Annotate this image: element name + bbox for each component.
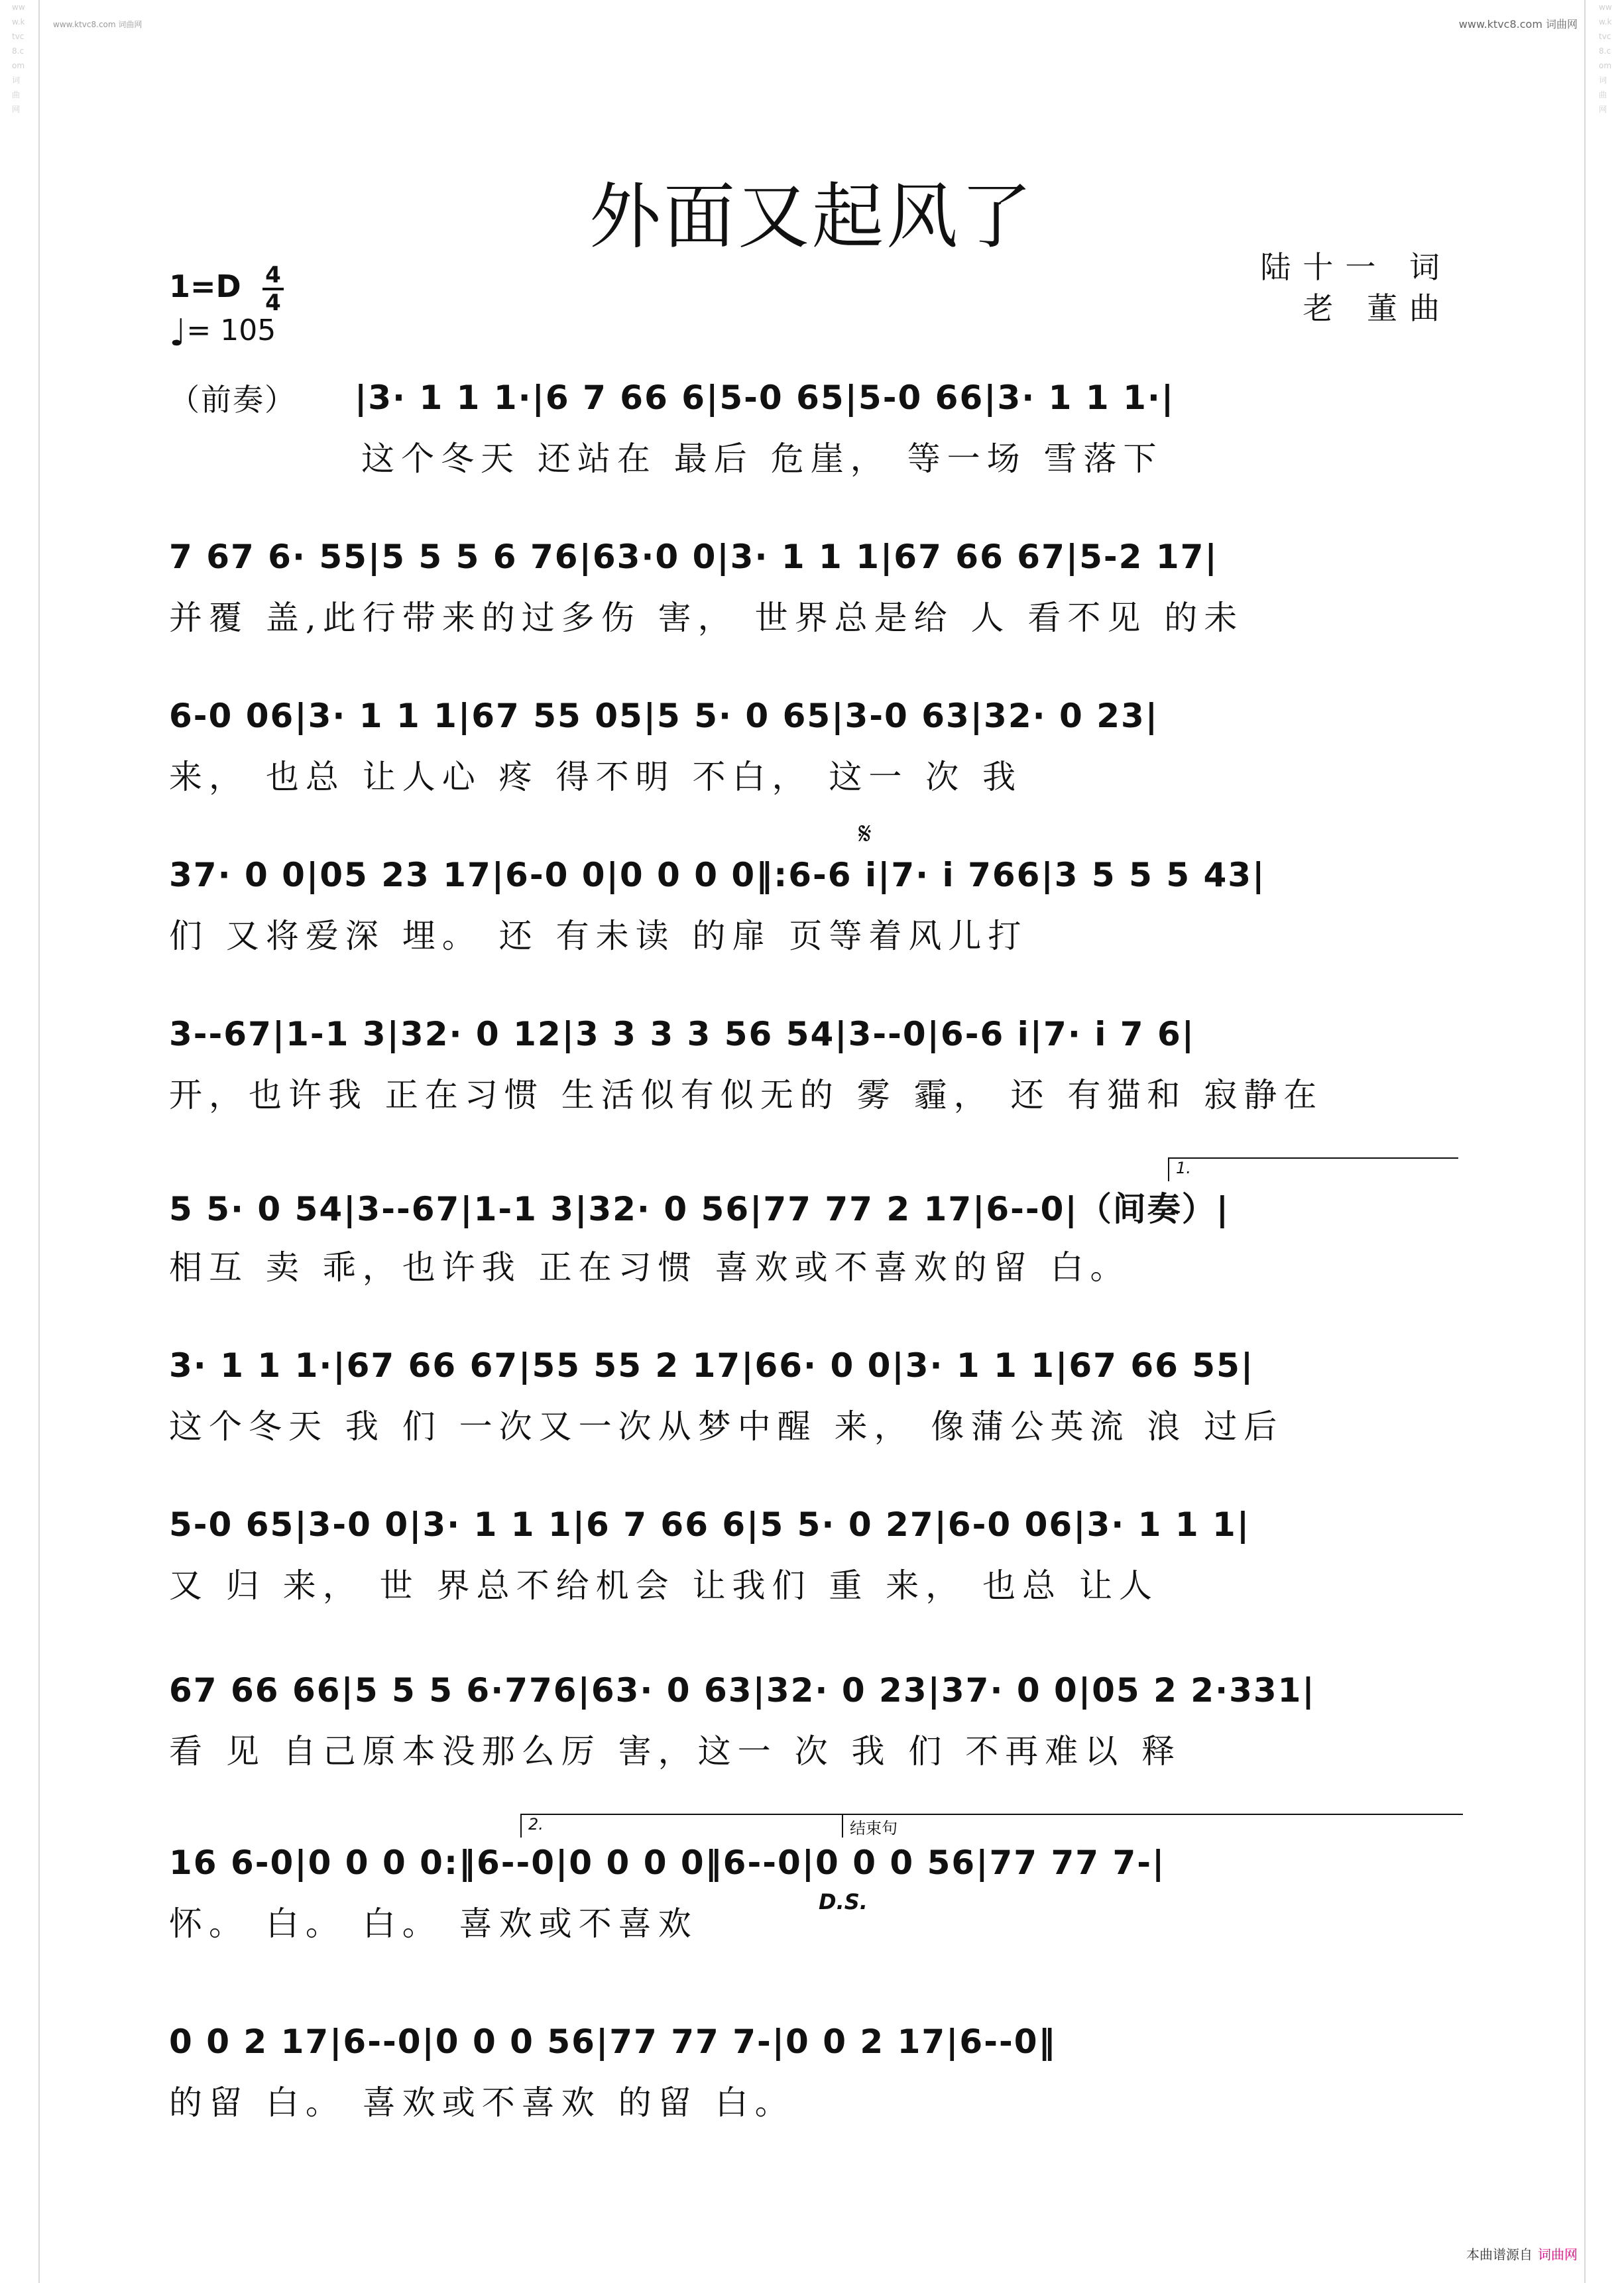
score-system-9 xyxy=(169,1664,1455,1810)
composer: 老 董曲 xyxy=(1303,290,1452,326)
credits xyxy=(1260,247,1452,329)
tempo-marking xyxy=(169,312,276,355)
quarter-note-icon: ♩ xyxy=(169,312,187,355)
lyric-row: 怀。 白。 白。 喜欢或不喜欢 xyxy=(169,1904,698,1943)
score-system-4 xyxy=(169,815,1455,994)
segno-sign: 𝄋 xyxy=(858,815,872,851)
score-system-10 xyxy=(169,1815,1455,1982)
lyric-row: 看 见 自己原本没那么厉 害，这一 次 我 们 不再难以 释 xyxy=(169,1732,1182,1771)
score-system-1 xyxy=(169,371,1455,517)
lyric-row: 的留 白。 喜欢或不喜欢 的留 白。 xyxy=(169,2083,795,2122)
score-system-5 xyxy=(169,1008,1455,1153)
song-title: 外面又起风了 xyxy=(589,176,1035,259)
score-system-6 xyxy=(169,1159,1455,1326)
footer-source xyxy=(1466,2244,1578,2263)
coda-bracket: 结束句 xyxy=(842,1814,1463,1838)
dal-segno: D.S. xyxy=(819,1889,868,1914)
notation-row: 3· 1 1 1·|67 66 67|55 55 2 17|66· 0 0|3· 1 1 1|67 66 55| xyxy=(169,1346,1255,1385)
lyric-row: 们 又将爱深 埋。 还 有未读 的扉 页等着风儿打 xyxy=(169,917,1028,955)
first-ending: 1. xyxy=(1168,1157,1458,1181)
top-left-site: www.ktvc8.com 词曲网 xyxy=(53,20,143,29)
lyric-row: 开，也许我 正在习惯 生活似有似无的 雾 霾， 还 有猫和 寂静在 xyxy=(169,1076,1324,1114)
score-system-7 xyxy=(169,1339,1455,1485)
score-system-2 xyxy=(169,530,1455,676)
notation-row: 5-0 65|3-0 0|3· 1 1 1|6 7 66 6|5 5· 0 27|6-0 06|3· 1 1 1| xyxy=(169,1505,1251,1544)
right-watermark-text: www.ktvc8.com 词曲网 xyxy=(1599,3,1612,114)
notation-row: 0 0 2 17|6--0|0 0 0 56|77 77 7-|0 0 2 17|6--0‖ xyxy=(169,2022,1057,2061)
notation-row: 7 67 6· 55|5 5 5 6 76|63·0 0|3· 1 1 1|67 66 67|5-2 17| xyxy=(169,538,1218,576)
lyric-row: 又 归 来， 世 界总不给机会 让我们 重 来， 也总 让人 xyxy=(169,1566,1159,1605)
lyric-row: 相互 卖 乖，也许我 正在习惯 喜欢或不喜欢的留 白。 xyxy=(169,1248,1130,1287)
intro-label-text: （前奏） xyxy=(169,382,296,418)
score-system-8 xyxy=(169,1498,1455,1644)
intro-label xyxy=(169,371,328,424)
meter-bottom: 4 xyxy=(265,290,281,316)
time-signature xyxy=(260,264,286,314)
right-watermark-strip xyxy=(1584,0,1624,2283)
notation-row: 67 66 66|5 5 5 6·776|63· 0 63|32· 0 23|37· 0 0|05 2 2·331| xyxy=(169,1671,1316,1710)
notation-row: 5 5· 0 54|3--67|1-1 3|32· 0 56|77 77 2 17|6--0|（间奏）| xyxy=(169,1190,1230,1228)
notation-row: 3--67|1-1 3|32· 0 12|3 3 3 3 56 54|3--0|6-6 i|7· i 7 6| xyxy=(169,1015,1196,1053)
lyric-row: 这个冬天 还站在 最后 危崖， 等一场 雪落下 xyxy=(361,439,1163,478)
lyric-row: 来， 也总 让人心 疼 得不明 不白， 这一 次 我 xyxy=(169,758,1023,796)
second-ending: 2. xyxy=(520,1814,1019,1838)
notation-row: 6-0 06|3· 1 1 1|67 55 05|5 5· 0 65|3-0 63|32· 0 23| xyxy=(169,697,1159,735)
left-watermark-text: www.ktvc8.com 词曲网 xyxy=(12,3,25,114)
footer-text: 本曲谱源自 xyxy=(1466,2247,1533,2262)
notation-row: 37· 0 0|05 23 17|6-0 0|0 0 0 0‖:6-6 i|7· i 766|3 5 5 5 43| xyxy=(169,856,1266,894)
notation-row: |3· 1 1 1·|6 7 66 6|5-0 65|5-0 66|3· 1 1 1·| xyxy=(355,379,1175,417)
lyric-row: 并覆 盖,此行带来的过多伤 害， 世界总是给 人 看不见 的未 xyxy=(169,599,1244,637)
top-right-site: www.ktvc8.com 词曲网 xyxy=(1458,18,1578,30)
footer-brand: 词曲网 xyxy=(1538,2247,1578,2262)
notation-row: 16 6-0|0 0 0 0:‖6--0|0 0 0 0‖6--0|0 0 0 56|77 77 7-| xyxy=(169,1844,1166,1882)
score-system-11 xyxy=(169,2015,1455,2161)
left-watermark-strip xyxy=(0,0,40,2283)
tempo-value: = 105 xyxy=(186,314,276,347)
meter-top: 4 xyxy=(265,262,281,288)
score-system-3 xyxy=(169,689,1455,835)
key-signature: 1=D xyxy=(169,268,241,304)
lyric-row: 这个冬天 我 们 一次又一次从梦中醒 来， 像蒲公英流 浪 过后 xyxy=(169,1407,1284,1446)
lyricist: 陆十一 词 xyxy=(1260,249,1452,285)
